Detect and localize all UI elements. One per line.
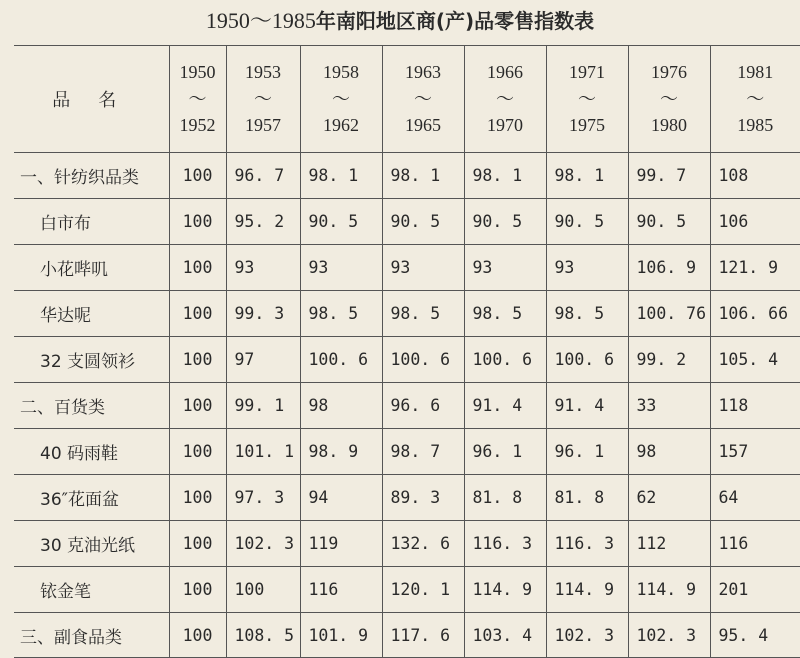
index-value: 102. 3 [546,613,628,658]
index-value: 33 [628,383,710,429]
period-sep: ～ [254,89,272,109]
index-value: 95. 4 [710,613,800,658]
index-value: 106. 9 [628,245,710,291]
index-value: 95. 2 [226,199,300,245]
period-sep: ～ [496,89,514,109]
index-value: 100 [169,291,226,337]
index-value: 157 [710,429,800,475]
table-row [14,199,800,245]
index-value: 114. 9 [546,567,628,613]
table-row [14,291,800,337]
period-start: 1950 [179,62,216,82]
period-header [546,46,628,153]
table-row [14,245,800,291]
period-sep: ～ [660,89,678,109]
index-value: 100 [169,245,226,291]
index-value: 108. 5 [226,613,300,658]
table-body [14,153,800,658]
category-name: 一、针纺织品类 [14,153,169,199]
index-value: 81. 8 [546,475,628,521]
index-value: 121. 9 [710,245,800,291]
table-title [0,4,800,38]
index-value: 99. 1 [226,383,300,429]
table-row [14,429,800,475]
index-value: 100. 6 [464,337,546,383]
period-sep: ～ [578,89,596,109]
index-value: 100 [169,199,226,245]
index-value: 93 [464,245,546,291]
index-value: 98. 5 [300,291,382,337]
index-value: 106. 66 [710,291,800,337]
period-end: 1962 [323,115,359,135]
period-start: 1953 [245,62,281,82]
index-value: 100 [226,567,300,613]
index-value: 102. 3 [226,521,300,567]
table-row [14,521,800,567]
item-name: 铱金笔 [14,567,169,613]
index-value: 119 [300,521,382,567]
index-value: 100 [169,429,226,475]
index-value: 94 [300,475,382,521]
period-sep: ～ [414,89,432,109]
index-value: 93 [546,245,628,291]
index-value: 98. 1 [300,153,382,199]
index-value: 81. 8 [464,475,546,521]
retail-index-table [14,45,800,658]
period-end: 1957 [245,115,281,135]
index-value: 90. 5 [546,199,628,245]
index-value: 98. 5 [382,291,464,337]
category-name: 二、百货类 [14,383,169,429]
index-value: 132. 6 [382,521,464,567]
period-header [300,46,382,153]
index-value: 98. 5 [546,291,628,337]
index-value: 98 [628,429,710,475]
index-value: 114. 9 [464,567,546,613]
index-value: 98. 1 [464,153,546,199]
index-value: 100 [169,153,226,199]
index-value: 98 [300,383,382,429]
index-value: 96. 7 [226,153,300,199]
period-end: 1970 [487,115,523,135]
index-value: 93 [300,245,382,291]
index-value: 97 [226,337,300,383]
period-header [226,46,300,153]
index-value: 100 [169,613,226,658]
item-name: 华达呢 [14,291,169,337]
index-value: 99. 2 [628,337,710,383]
index-value: 116. 3 [546,521,628,567]
index-value: 93 [382,245,464,291]
index-value: 90. 5 [464,199,546,245]
index-value: 62 [628,475,710,521]
index-value: 100 [169,521,226,567]
period-sep: ～ [188,89,207,109]
period-sep: ～ [332,89,350,109]
index-value: 98. 1 [546,153,628,199]
period-start: 1963 [405,62,441,82]
item-name: 白市布 [14,199,169,245]
period-header [710,46,800,153]
index-value: 112 [628,521,710,567]
table-row [14,567,800,613]
index-value: 100. 6 [300,337,382,383]
index-value: 103. 4 [464,613,546,658]
index-value: 98. 7 [382,429,464,475]
item-name: 40 码雨鞋 [14,429,169,475]
index-value: 101. 1 [226,429,300,475]
table-row [14,613,800,658]
item-name: 30 克油光纸 [14,521,169,567]
header-row [14,46,800,153]
index-value: 96. 6 [382,383,464,429]
category-name: 三、副食品类 [14,613,169,658]
period-sep: ～ [746,89,765,109]
index-value: 201 [710,567,800,613]
period-start: 1981 [737,62,774,82]
period-header [382,46,464,153]
period-header [628,46,710,153]
period-end: 1975 [569,115,605,135]
index-value: 98. 9 [300,429,382,475]
index-value: 116 [710,521,800,567]
period-end: 1952 [179,115,216,135]
index-value: 64 [710,475,800,521]
period-start: 1958 [323,62,359,82]
title-range: 1950～1985 [205,8,316,33]
index-value: 100 [169,383,226,429]
index-value: 91. 4 [464,383,546,429]
index-value: 100 [169,337,226,383]
item-name: 32 支圆领衫 [14,337,169,383]
period-start: 1976 [651,62,687,82]
index-value: 98. 1 [382,153,464,199]
index-value: 90. 5 [628,199,710,245]
index-value: 108 [710,153,800,199]
index-value: 96. 1 [464,429,546,475]
period-end: 1985 [737,115,774,135]
index-value: 105. 4 [710,337,800,383]
index-value: 99. 7 [628,153,710,199]
table-row [14,383,800,429]
index-value: 100. 76 [628,291,710,337]
period-start: 1971 [569,62,605,82]
table-row [14,153,800,199]
index-value: 98. 5 [464,291,546,337]
index-value: 100 [169,475,226,521]
index-value: 90. 5 [300,199,382,245]
period-header [464,46,546,153]
index-value: 91. 4 [546,383,628,429]
index-value: 120. 1 [382,567,464,613]
index-value: 114. 9 [628,567,710,613]
item-name: 36″花面盆 [14,475,169,521]
index-value: 116 [300,567,382,613]
item-name: 小花哔叽 [14,245,169,291]
index-value: 101. 9 [300,613,382,658]
index-value: 93 [226,245,300,291]
index-value: 118 [710,383,800,429]
period-start: 1966 [487,62,523,82]
index-value: 89. 3 [382,475,464,521]
index-value: 100. 6 [382,337,464,383]
period-end: 1980 [651,115,687,135]
index-value: 96. 1 [546,429,628,475]
period-end: 1965 [405,115,441,135]
index-value: 116. 3 [464,521,546,567]
table-row [14,337,800,383]
index-value: 117. 6 [382,613,464,658]
index-value: 106 [710,199,800,245]
table-row [14,475,800,521]
item-column-header: 品名 [14,46,169,153]
index-value: 97. 3 [226,475,300,521]
index-value: 100. 6 [546,337,628,383]
title-name: 年南阳地区商(产)品零售指数表 [315,9,595,33]
period-header [169,46,226,153]
index-value: 90. 5 [382,199,464,245]
index-value: 99. 3 [226,291,300,337]
index-value: 100 [169,567,226,613]
index-value: 102. 3 [628,613,710,658]
